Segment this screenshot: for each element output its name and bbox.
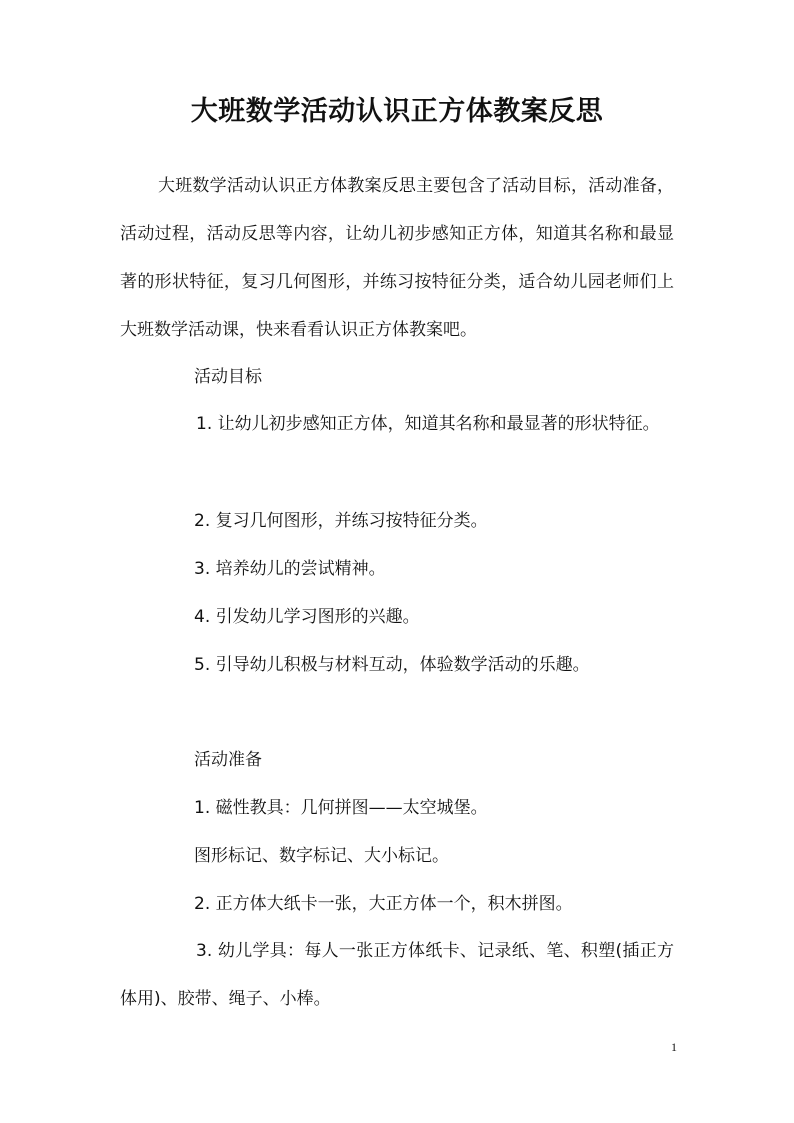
prep-heading: 活动准备 [194, 750, 262, 770]
prep-item-2: 2. 正方体大纸卡一张，大正方体一个，积木拼图。 [194, 894, 573, 914]
prep-item-1: 1. 磁性教具：几何拼图——太空城堡。 [194, 798, 488, 818]
goals-heading: 活动目标 [194, 367, 262, 387]
prep-item-1-detail: 图形标记、数字标记、大小标记。 [194, 846, 449, 866]
goal-item-2: 2. 复习几何图形，并练习按特征分类。 [194, 511, 488, 531]
goal-item-4: 4. 引发幼儿学习图形的兴趣。 [194, 607, 420, 627]
intro-paragraph: 大班数学活动认识正方体教案反思主要包含了活动目标，活动准备，活动过程，活动反思等内容，让幼儿初步感知正方体，知道其名称和最显著的形状特征，复习几何图形，并练习按特征分类，适合幼儿园老师们上大班数学活动课，快来看看认识正方体教案吧。 [120, 176, 674, 340]
page-number: 1 [671, 1040, 677, 1054]
document-title: 大班数学活动认识正方体教案反思 [190, 96, 604, 127]
goal-item-3: 3. 培养幼儿的尝试精神。 [194, 559, 386, 579]
goal-item-1: 1. 让幼儿初步感知正方体，知道其名称和最显著的形状特征。 [196, 414, 660, 434]
goal-item-5: 5. 引导幼儿积极与材料互动，体验数学活动的乐趣。 [194, 655, 590, 675]
prep-item-3: 3. 幼儿学具：每人一张正方体纸卡、记录纸、笔、积塑(插正方体用)、胶带、绳子、小棒。 [120, 941, 674, 1009]
